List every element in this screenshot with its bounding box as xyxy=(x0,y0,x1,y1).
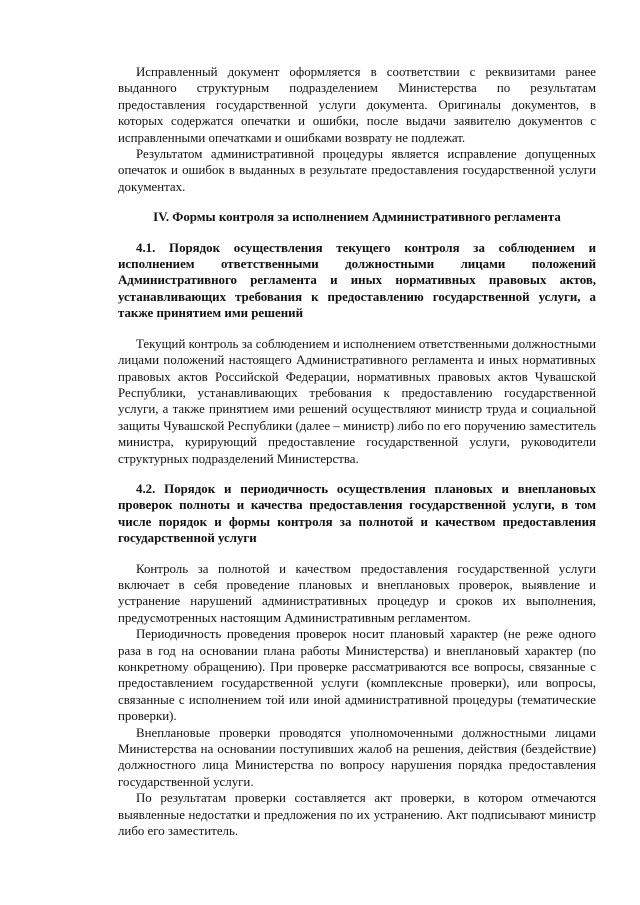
paragraph-corrected-document: Исправленный документ оформляется в соответствии с реквизитами ранее выданного структурным подразделением Министерства по результатам предоставления государственной услуги документа. Оригиналы документов, в которых содержатся опечатки и ошибки, после выдачи заявителю документов с исправленными опечатками и ошибками возврату не подлежат. xyxy=(118,65,596,145)
paragraph-unscheduled-inspections: Внеплановые проверки проводятся уполномоченными должностными лицами Министерства на основании поступивших жалоб на решения, действия (бездействие) должностного лица Министерства по вопросу нарушения порядка предоставления государственной услуги. xyxy=(118,725,596,789)
subsection-4-1-title: 4.1. Порядок осуществления текущего контроля за соблюдением и исполнением ответственными должностными лицами положений Административного регламента и иных нормативных правовых актов, устанавливающих требования к предоставлению государственной услуги, а также принятием ими решений xyxy=(118,240,596,321)
paragraph-quality-control: Контроль за полнотой и качеством предоставления государственной услуги включает в себя проведение плановых и внеплановых проверок, выявление и устранение нарушений административных процедур и сроков их выполнения, предусмотренных настоящим Административным регламентом. xyxy=(118,561,596,625)
paragraph-inspection-frequency: Периодичность проведения проверок носит плановый характер (не реже одного раза в год на основании плана работы Министерства) и внеплановый характер (по конкретному обращению). При проверке рассматриваются все вопросы, связанные с предоставлением государственной услуги (комплексные проверки), или вопросы, связанные с исполнением той или иной административной процедуры (тематические проверки). xyxy=(118,627,596,724)
document-page xyxy=(118,64,596,839)
paragraph-current-control: Текущий контроль за соблюдением и исполнением ответственными должностными лицами положений настоящего Административного регламента и иных нормативных правовых актов Российской Федерации, нормативных правовых актов Чувашской Республики, устанавливающих требования к предоставлению государственной услуги, а также принятием ими решений осуществляют министр труда и социальной защиты Чувашской Республики (далее – министр) либо по его поручению заместитель министра, курирующий предоставление государственной услуги, руководители структурных подразделений Министерства. xyxy=(118,336,596,466)
paragraph-procedure-result: Результатом административной процедуры является исправление допущенных опечаток и ошибок в выданных в результате предоставления государственной услуги документах. xyxy=(118,147,596,194)
section-iv-title: IV. Формы контроля за исполнением Административного регламента xyxy=(153,210,561,225)
paragraph-inspection-act: По результатам проверки составляется акт проверки, в котором отмечаются выявленные недостатки и предложения по их устранению. Акт подписывают министр либо его заместитель. xyxy=(118,791,596,839)
subsection-4-2-title: 4.2. Порядок и периодичность осуществления плановых и внеплановых проверок полноты и качества предоставления государственной услуги, в том числе порядок и формы контроля за полнотой и качеством предоставления государственной услуги xyxy=(118,481,596,546)
